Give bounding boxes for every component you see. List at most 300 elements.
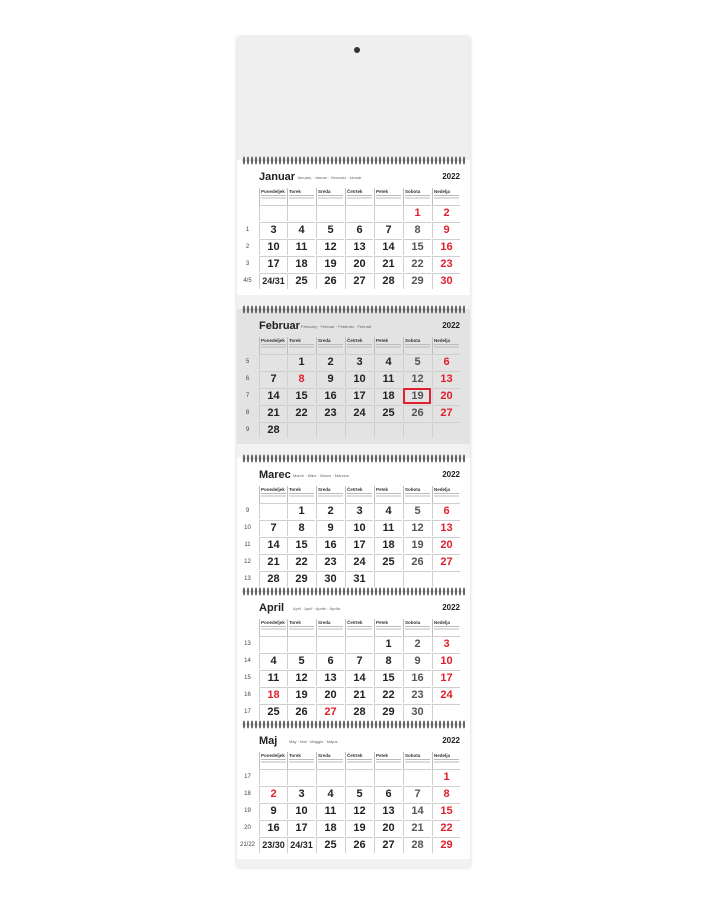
empty-cell — [316, 769, 344, 785]
day-cell: 24 — [345, 554, 373, 570]
day-cell: 12 — [403, 520, 431, 536]
day-cell: 8 — [403, 222, 431, 238]
spiral-binding — [242, 719, 465, 730]
week-number: 7 — [245, 393, 250, 399]
day-cell: 27 — [316, 704, 344, 720]
weekday-header — [403, 188, 431, 205]
day-cell: 10 — [287, 803, 315, 819]
day-cell: 5 — [403, 354, 431, 370]
weekday-translation-lines — [376, 759, 401, 764]
weekday-translation-lines — [289, 626, 314, 631]
day-cell: 9 — [259, 803, 287, 819]
weekday-translation-lines — [434, 759, 459, 764]
weekday-name: Sreda — [318, 487, 331, 492]
day-cell: 27 — [432, 405, 460, 421]
week-number: 2 — [245, 244, 250, 250]
weekday-header — [403, 337, 431, 354]
weekday-header — [403, 486, 431, 503]
day-cell: 29 — [287, 571, 315, 587]
week-number: 11 — [244, 542, 251, 548]
weekday-name: Petek — [376, 189, 389, 194]
weekday-name: Četrtek — [347, 753, 363, 758]
weekday-translation-lines — [347, 493, 372, 498]
year-label: 2022 — [442, 172, 460, 181]
week-number: 10 — [244, 525, 251, 531]
weekday-translation-lines — [318, 344, 343, 349]
week-number: 17 — [244, 774, 251, 780]
day-cell: 28 — [345, 704, 373, 720]
empty-cell — [432, 704, 460, 720]
day-cell: 12 — [345, 803, 373, 819]
weekday-header — [374, 619, 402, 636]
day-cell: 28 — [403, 837, 431, 853]
weekday-header — [316, 337, 344, 354]
day-cell: 25 — [374, 554, 402, 570]
day-cell: 27 — [374, 837, 402, 853]
day-cell: 11 — [374, 520, 402, 536]
day-cell: 20 — [316, 687, 344, 703]
day-cell: 14 — [403, 803, 431, 819]
day-cell: 22 — [374, 687, 402, 703]
spiral-binding — [242, 304, 465, 315]
week-number: 5 — [245, 359, 250, 365]
day-cell: 21 — [259, 554, 287, 570]
weekday-name: Nedelja — [434, 487, 451, 492]
weekday-name: Nedelja — [434, 753, 451, 758]
day-cell: 22 — [432, 820, 460, 836]
weekday-translation-lines — [318, 195, 343, 200]
day-cell: 11 — [287, 239, 315, 255]
empty-cell — [374, 205, 402, 221]
day-cell: 13 — [432, 520, 460, 536]
day-cell: 24/31 — [287, 837, 315, 853]
day-cell: 5 — [345, 786, 373, 802]
day-cell: 4 — [316, 786, 344, 802]
day-cell: 6 — [432, 503, 460, 519]
weekday-translation-lines — [376, 626, 401, 631]
weekday-translation-lines — [434, 195, 459, 200]
month-translations: April · April · Aprile · Április — [293, 606, 341, 611]
weekday-translation-lines — [347, 344, 372, 349]
day-cell: 19 — [403, 388, 431, 404]
spiral-binding — [242, 155, 465, 166]
day-cell: 20 — [432, 537, 460, 553]
weekday-translation-lines — [318, 626, 343, 631]
weekday-header — [374, 752, 402, 769]
day-cell: 17 — [345, 537, 373, 553]
weekday-name: Ponedeljek — [261, 753, 285, 758]
weekday-name: Sobota — [405, 753, 421, 758]
day-cell: 13 — [316, 670, 344, 686]
day-cell: 30 — [432, 273, 460, 289]
day-cell: 5 — [316, 222, 344, 238]
weekday-name: Petek — [376, 338, 389, 343]
weekday-header — [316, 752, 344, 769]
month-title: Marec — [259, 469, 291, 481]
month-block-marec — [237, 458, 470, 593]
week-number: 6 — [245, 376, 250, 382]
weekday-name: Torek — [289, 487, 301, 492]
empty-cell — [345, 636, 373, 652]
day-cell: 23 — [316, 554, 344, 570]
weekday-header — [316, 188, 344, 205]
weekday-translation-lines — [261, 626, 286, 631]
weekday-header — [374, 486, 402, 503]
day-cell: 9 — [403, 653, 431, 669]
day-cell: 1 — [287, 503, 315, 519]
weekday-name: Petek — [376, 753, 389, 758]
weekday-header — [287, 619, 315, 636]
day-cell: 2 — [316, 354, 344, 370]
weekday-header — [374, 188, 402, 205]
day-cell: 19 — [316, 256, 344, 272]
empty-cell — [259, 354, 287, 370]
day-cell: 21 — [345, 687, 373, 703]
day-cell: 28 — [259, 422, 287, 438]
day-cell: 7 — [403, 786, 431, 802]
calendar-header-board — [237, 37, 470, 160]
spiral-binding — [242, 586, 465, 597]
weekday-header — [432, 188, 460, 205]
day-cell: 1 — [287, 354, 315, 370]
week-number: 19 — [244, 808, 251, 814]
weekday-translation-lines — [434, 626, 459, 631]
day-cell: 15 — [374, 670, 402, 686]
day-cell: 12 — [316, 239, 344, 255]
day-cell: 26 — [316, 273, 344, 289]
day-cell: 10 — [345, 520, 373, 536]
weekday-name: Četrtek — [347, 189, 363, 194]
weekday-name: Ponedeljek — [261, 620, 285, 625]
day-cell: 26 — [403, 405, 431, 421]
weekday-translation-lines — [405, 626, 430, 631]
week-number: 3 — [245, 261, 250, 267]
hanging-hole — [354, 47, 360, 53]
empty-cell — [287, 769, 315, 785]
weekday-translation-lines — [318, 493, 343, 498]
empty-cell — [403, 422, 431, 438]
spiral-binding — [242, 453, 465, 464]
day-cell: 2 — [403, 636, 431, 652]
weekday-translation-lines — [376, 493, 401, 498]
weekday-header — [316, 486, 344, 503]
day-cell: 2 — [316, 503, 344, 519]
day-cell: 25 — [374, 405, 402, 421]
day-cell: 21 — [403, 820, 431, 836]
year-label: 2022 — [442, 603, 460, 612]
day-cell: 20 — [374, 820, 402, 836]
day-cell: 8 — [287, 520, 315, 536]
day-cell: 7 — [259, 520, 287, 536]
weekday-header — [432, 619, 460, 636]
day-cell: 18 — [316, 820, 344, 836]
weekday-translation-lines — [289, 493, 314, 498]
day-cell: 17 — [432, 670, 460, 686]
weekday-translation-lines — [289, 195, 314, 200]
day-cell: 7 — [259, 371, 287, 387]
weekday-header — [403, 619, 431, 636]
day-cell: 24 — [432, 687, 460, 703]
empty-cell — [345, 205, 373, 221]
weekday-name: Četrtek — [347, 487, 363, 492]
empty-cell — [259, 205, 287, 221]
day-cell: 5 — [403, 503, 431, 519]
day-cell: 17 — [259, 256, 287, 272]
day-cell: 26 — [287, 704, 315, 720]
weekday-translation-lines — [434, 344, 459, 349]
weekday-name: Sreda — [318, 620, 331, 625]
day-cell: 15 — [432, 803, 460, 819]
day-cell: 12 — [403, 371, 431, 387]
weekday-header — [345, 188, 373, 205]
weekday-header — [432, 752, 460, 769]
empty-cell — [374, 769, 402, 785]
month-block-april — [237, 591, 470, 726]
week-number: 13 — [244, 641, 251, 647]
year-label: 2022 — [442, 736, 460, 745]
day-cell: 7 — [374, 222, 402, 238]
weekday-name: Torek — [289, 620, 301, 625]
weekday-name: Sobota — [405, 189, 421, 194]
empty-cell — [259, 769, 287, 785]
day-cell: 22 — [287, 405, 315, 421]
day-cell: 29 — [374, 704, 402, 720]
day-cell: 27 — [432, 554, 460, 570]
empty-cell — [374, 571, 402, 587]
empty-cell — [259, 636, 287, 652]
week-number: 9 — [245, 508, 250, 514]
day-cell: 15 — [403, 239, 431, 255]
week-number: 18 — [244, 791, 251, 797]
empty-cell — [432, 571, 460, 587]
year-label: 2022 — [442, 470, 460, 479]
day-cell: 10 — [432, 653, 460, 669]
day-cell: 4 — [287, 222, 315, 238]
month-translations: March · März · Marzo · Március — [293, 473, 349, 478]
wall-calendar — [237, 37, 470, 867]
day-cell: 10 — [345, 371, 373, 387]
empty-cell — [287, 205, 315, 221]
day-cell: 15 — [287, 388, 315, 404]
weekday-translation-lines — [347, 759, 372, 764]
empty-cell — [316, 422, 344, 438]
weekday-name: Nedelja — [434, 620, 451, 625]
day-cell: 14 — [374, 239, 402, 255]
empty-cell — [287, 422, 315, 438]
day-cell: 2 — [259, 786, 287, 802]
weekday-name: Četrtek — [347, 338, 363, 343]
day-cell: 14 — [259, 388, 287, 404]
day-cell: 13 — [432, 371, 460, 387]
day-cell: 9 — [316, 371, 344, 387]
month-block-januar — [237, 160, 470, 295]
month-block-maj — [237, 724, 470, 859]
weekday-translation-lines — [347, 626, 372, 631]
week-number: 8 — [245, 410, 250, 416]
weekday-name: Četrtek — [347, 620, 363, 625]
weekday-translation-lines — [405, 195, 430, 200]
week-number: 16 — [244, 692, 251, 698]
day-cell: 10 — [259, 239, 287, 255]
day-cell: 16 — [316, 537, 344, 553]
day-cell: 11 — [259, 670, 287, 686]
day-cell: 18 — [374, 388, 402, 404]
day-cell: 11 — [374, 371, 402, 387]
weekday-name: Sobota — [405, 338, 421, 343]
day-cell: 20 — [432, 388, 460, 404]
weekday-translation-lines — [261, 759, 286, 764]
week-number — [237, 205, 258, 221]
weekday-name: Ponedeljek — [261, 338, 285, 343]
empty-cell — [432, 422, 460, 438]
day-cell: 16 — [432, 239, 460, 255]
day-cell: 3 — [287, 786, 315, 802]
day-cell: 19 — [287, 687, 315, 703]
day-cell: 20 — [345, 256, 373, 272]
weekday-header — [259, 752, 287, 769]
day-cell: 12 — [287, 670, 315, 686]
day-cell: 15 — [287, 537, 315, 553]
day-cell: 14 — [345, 670, 373, 686]
week-number: 9 — [245, 427, 250, 433]
day-cell: 29 — [403, 273, 431, 289]
weekday-header — [345, 619, 373, 636]
month-title: April — [259, 602, 285, 614]
day-cell: 17 — [345, 388, 373, 404]
week-number: 17 — [244, 709, 251, 715]
day-cell: 9 — [316, 520, 344, 536]
day-cell: 23 — [316, 405, 344, 421]
day-cell: 1 — [432, 769, 460, 785]
day-cell: 25 — [259, 704, 287, 720]
day-cell: 4 — [374, 503, 402, 519]
empty-cell — [345, 422, 373, 438]
weekday-translation-lines — [376, 195, 401, 200]
day-cell: 28 — [259, 571, 287, 587]
weekday-header — [259, 486, 287, 503]
weekday-translation-lines — [376, 344, 401, 349]
weekday-header — [345, 337, 373, 354]
day-cell: 3 — [345, 503, 373, 519]
weekday-name: Ponedeljek — [261, 487, 285, 492]
weekday-translation-lines — [434, 493, 459, 498]
weekday-header — [287, 486, 315, 503]
day-cell: 21 — [374, 256, 402, 272]
weekday-name: Sreda — [318, 753, 331, 758]
day-cell: 6 — [316, 653, 344, 669]
day-cell: 5 — [287, 653, 315, 669]
day-cell: 26 — [403, 554, 431, 570]
day-cell: 16 — [403, 670, 431, 686]
weekday-translation-lines — [405, 493, 430, 498]
month-translations: February · Februar · Febbraio · Február — [301, 324, 372, 329]
day-cell: 8 — [374, 653, 402, 669]
day-cell: 18 — [287, 256, 315, 272]
weekday-header — [374, 337, 402, 354]
weekday-header — [287, 188, 315, 205]
day-cell: 1 — [403, 205, 431, 221]
month-translations: May · Mai · Maggio · Május — [289, 739, 338, 744]
weekday-header — [432, 486, 460, 503]
empty-cell — [316, 636, 344, 652]
weekday-header — [403, 752, 431, 769]
month-block-februar — [237, 309, 470, 444]
day-cell: 6 — [432, 354, 460, 370]
weekday-translation-lines — [405, 344, 430, 349]
day-cell: 19 — [403, 537, 431, 553]
day-cell: 27 — [345, 273, 373, 289]
day-cell: 8 — [287, 371, 315, 387]
day-cell: 7 — [345, 653, 373, 669]
empty-cell — [345, 769, 373, 785]
weekday-header — [259, 337, 287, 354]
day-cell: 11 — [316, 803, 344, 819]
empty-cell — [259, 503, 287, 519]
day-cell: 29 — [432, 837, 460, 853]
weekday-name: Sobota — [405, 620, 421, 625]
weekday-name: Sobota — [405, 487, 421, 492]
week-number: 14 — [244, 658, 251, 664]
day-cell: 31 — [345, 571, 373, 587]
empty-cell — [287, 636, 315, 652]
day-cell: 16 — [316, 388, 344, 404]
week-number: 20 — [244, 825, 251, 831]
weekday-header — [432, 337, 460, 354]
week-number: 13 — [244, 576, 251, 582]
day-cell: 21 — [259, 405, 287, 421]
day-cell: 24 — [345, 405, 373, 421]
weekday-translation-lines — [347, 195, 372, 200]
weekday-header — [316, 619, 344, 636]
day-cell: 14 — [259, 537, 287, 553]
day-cell: 13 — [374, 803, 402, 819]
day-cell: 9 — [432, 222, 460, 238]
weekday-header — [259, 619, 287, 636]
day-cell: 3 — [259, 222, 287, 238]
weekday-translation-lines — [318, 759, 343, 764]
empty-cell — [403, 769, 431, 785]
day-cell: 25 — [316, 837, 344, 853]
day-cell: 22 — [403, 256, 431, 272]
weekday-translation-lines — [261, 195, 286, 200]
month-translations: January · Januar · Gennaio · Január — [297, 175, 362, 180]
day-cell: 4 — [374, 354, 402, 370]
weekday-name: Nedelja — [434, 189, 451, 194]
weekday-name: Ponedeljek — [261, 189, 285, 194]
day-cell: 30 — [316, 571, 344, 587]
day-cell: 17 — [287, 820, 315, 836]
weekday-translation-lines — [289, 759, 314, 764]
month-title: Februar — [259, 320, 300, 332]
week-number: 1 — [245, 227, 250, 233]
week-number: 4/5 — [243, 278, 252, 284]
weekday-header — [287, 337, 315, 354]
month-title: Maj — [259, 735, 278, 747]
weekday-name: Nedelja — [434, 338, 451, 343]
day-cell: 23 — [403, 687, 431, 703]
day-cell: 26 — [345, 837, 373, 853]
day-cell: 28 — [374, 273, 402, 289]
day-cell: 6 — [374, 786, 402, 802]
week-number: 21/22 — [239, 842, 255, 848]
day-cell: 24/31 — [259, 273, 287, 289]
day-cell: 3 — [345, 354, 373, 370]
day-cell: 13 — [345, 239, 373, 255]
day-cell: 4 — [259, 653, 287, 669]
empty-cell — [374, 422, 402, 438]
empty-cell — [316, 205, 344, 221]
weekday-name: Petek — [376, 487, 389, 492]
